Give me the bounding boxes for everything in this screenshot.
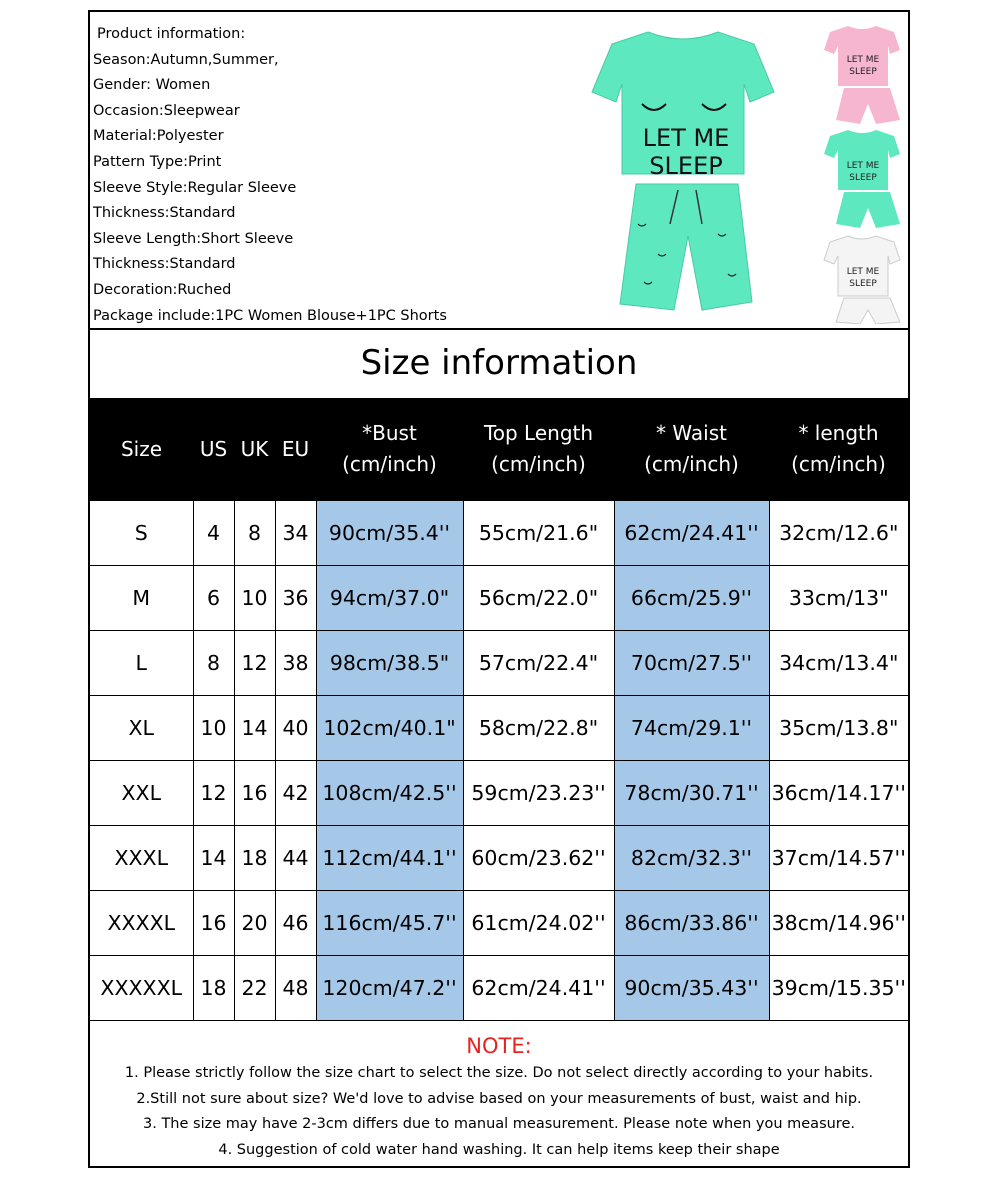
- table-row: [90, 566, 908, 631]
- cell-us: 6: [193, 566, 234, 631]
- size-chart-frame: [88, 10, 910, 1168]
- info-thickness: Thickness:Standard: [93, 205, 236, 222]
- header-length-label: * length: [798, 421, 879, 445]
- table-row: [90, 891, 908, 956]
- cell-size: L: [90, 631, 193, 696]
- cell-length: 32cm/12.6": [769, 501, 908, 566]
- cell-size: M: [90, 566, 193, 631]
- table-row: [90, 501, 908, 566]
- cell-top-length: 58cm/22.8": [463, 696, 614, 761]
- cell-eu: 34: [275, 501, 316, 566]
- cell-waist: 78cm/30.71'': [614, 761, 769, 826]
- cell-bust: 102cm/40.1": [316, 696, 463, 761]
- cell-size: XL: [90, 696, 193, 761]
- cell-top-length: 56cm/22.0": [463, 566, 614, 631]
- cell-bust: 90cm/35.4'': [316, 501, 463, 566]
- header-top-length-label: Top Length: [483, 421, 594, 445]
- product-info-list: [93, 22, 447, 329]
- cell-waist: 86cm/33.86'': [614, 891, 769, 956]
- header-bust-unit: (cm/inch): [342, 452, 437, 476]
- cell-eu: 46: [275, 891, 316, 956]
- header-length-unit: (cm/inch): [791, 452, 886, 476]
- cell-bust: 94cm/37.0": [316, 566, 463, 631]
- cell-size: XXL: [90, 761, 193, 826]
- table-row: [90, 761, 908, 826]
- cell-bust: 112cm/44.1'': [316, 826, 463, 891]
- cell-eu: 44: [275, 826, 316, 891]
- cell-us: 16: [193, 891, 234, 956]
- white-variant-thumbnail: [824, 236, 900, 324]
- size-table: [90, 398, 908, 1021]
- size-information-title: Size information: [360, 343, 638, 383]
- cell-bust: 108cm/42.5'': [316, 761, 463, 826]
- info-sleeve-length: Sleeve Length:Short Sleeve: [93, 230, 294, 247]
- pink-thumb-text-2: SLEEP: [849, 67, 877, 77]
- header-waist-unit: (cm/inch): [644, 452, 739, 476]
- cell-uk: 22: [234, 956, 275, 1021]
- header-eu: EU: [275, 398, 316, 501]
- info-decoration: Decoration:Ruched: [93, 281, 232, 298]
- cell-waist: 90cm/35.43'': [614, 956, 769, 1021]
- cell-waist: 74cm/29.1'': [614, 696, 769, 761]
- table-row: [90, 631, 908, 696]
- header-top-length-unit: (cm/inch): [491, 452, 586, 476]
- info-sleeve-style: Sleeve Style:Regular Sleeve: [93, 179, 297, 196]
- mint-thumb-text-1: LET ME: [846, 161, 880, 171]
- main-shirt-text-1: LET ME: [642, 124, 730, 152]
- cell-us: 10: [193, 696, 234, 761]
- pink-thumb-text-1: LET ME: [846, 55, 880, 65]
- size-table-header: [90, 398, 908, 501]
- note-line-2: 2.Still not sure about size? We'd love to advise based on your measurements of bust, waist and hip.: [136, 1090, 862, 1107]
- cell-bust: 98cm/38.5": [316, 631, 463, 696]
- cell-waist: 66cm/25.9'': [614, 566, 769, 631]
- cell-waist: 62cm/24.41'': [614, 501, 769, 566]
- cell-size: S: [90, 501, 193, 566]
- cell-top-length: 59cm/23.23'': [463, 761, 614, 826]
- info-pattern: Pattern Type:Print: [93, 153, 222, 170]
- info-season: Season:Autumn,Summer,: [93, 51, 279, 68]
- cell-top-length: 60cm/23.62'': [463, 826, 614, 891]
- mint-thumb-text-2: SLEEP: [849, 173, 877, 183]
- cell-eu: 42: [275, 761, 316, 826]
- cell-eu: 40: [275, 696, 316, 761]
- info-package: Package include:1PC Women Blouse+1PC Shorts: [93, 307, 447, 324]
- cell-length: 34cm/13.4": [769, 631, 908, 696]
- size-table-body: [90, 501, 908, 1021]
- cell-us: 14: [193, 826, 234, 891]
- mint-variant-thumbnail: [824, 130, 900, 228]
- info-material: Material:Polyester: [93, 128, 224, 145]
- note-line-4: 4. Suggestion of cold water hand washing. It can help items keep their shape: [218, 1141, 780, 1158]
- header-waist-label: * Waist: [656, 421, 727, 445]
- pink-variant-thumbnail: [824, 26, 900, 124]
- header-bust: [316, 398, 463, 501]
- info-occasion: Occasion:Sleepwear: [93, 102, 240, 119]
- cell-length: 36cm/14.17'': [769, 761, 908, 826]
- cell-length: 33cm/13": [769, 566, 908, 631]
- header-waist: [614, 398, 769, 501]
- header-length: [769, 398, 908, 501]
- header-bust-label: *Bust: [362, 421, 417, 445]
- header-size: Size: [90, 398, 193, 501]
- table-row: [90, 826, 908, 891]
- note-line-3: 3. The size may have 2-3cm differs due to manual measurement. Please note when you measure.: [143, 1116, 855, 1132]
- product-info-heading: Product information:: [97, 26, 246, 42]
- cell-size: XXXXL: [90, 891, 193, 956]
- cell-uk: 12: [234, 631, 275, 696]
- cell-top-length: 55cm/21.6": [463, 501, 614, 566]
- cell-top-length: 61cm/24.02'': [463, 891, 614, 956]
- main-shirt-text-2: SLEEP: [649, 152, 723, 180]
- product-info-section: [90, 12, 908, 330]
- note-section: [90, 1020, 908, 1167]
- table-row: [90, 696, 908, 761]
- white-thumb-text-1: LET ME: [846, 267, 880, 277]
- main-product-image: [592, 32, 774, 310]
- info-thickness-2: Thickness:Standard: [93, 256, 236, 273]
- cell-waist: 70cm/27.5'': [614, 631, 769, 696]
- header-uk: UK: [234, 398, 275, 501]
- white-thumb-text-2: SLEEP: [849, 279, 877, 289]
- cell-waist: 82cm/32.3'': [614, 826, 769, 891]
- cell-us: 8: [193, 631, 234, 696]
- cell-length: 37cm/14.57'': [769, 826, 908, 891]
- note-title: NOTE:: [466, 1034, 532, 1058]
- product-images: [578, 24, 908, 324]
- cell-eu: 48: [275, 956, 316, 1021]
- cell-length: 39cm/15.35'': [769, 956, 908, 1021]
- cell-top-length: 57cm/22.4": [463, 631, 614, 696]
- cell-size: XXXL: [90, 826, 193, 891]
- cell-size: XXXXXL: [90, 956, 193, 1021]
- cell-length: 35cm/13.8": [769, 696, 908, 761]
- cell-uk: 8: [234, 501, 275, 566]
- header-us: US: [193, 398, 234, 501]
- cell-eu: 38: [275, 631, 316, 696]
- cell-uk: 10: [234, 566, 275, 631]
- cell-bust: 120cm/47.2'': [316, 956, 463, 1021]
- cell-top-length: 62cm/24.41'': [463, 956, 614, 1021]
- cell-uk: 14: [234, 696, 275, 761]
- cell-uk: 18: [234, 826, 275, 891]
- cell-bust: 116cm/45.7'': [316, 891, 463, 956]
- cell-uk: 16: [234, 761, 275, 826]
- cell-eu: 36: [275, 566, 316, 631]
- table-row: [90, 956, 908, 1021]
- cell-us: 4: [193, 501, 234, 566]
- header-top-length: [463, 398, 614, 501]
- cell-length: 38cm/14.96'': [769, 891, 908, 956]
- note-line-1: 1. Please strictly follow the size chart to select the size. Do not select directly according to your habits.: [124, 1065, 874, 1081]
- cell-us: 18: [193, 956, 234, 1021]
- cell-us: 12: [193, 761, 234, 826]
- cell-uk: 20: [234, 891, 275, 956]
- info-gender: Gender: Women: [93, 77, 211, 94]
